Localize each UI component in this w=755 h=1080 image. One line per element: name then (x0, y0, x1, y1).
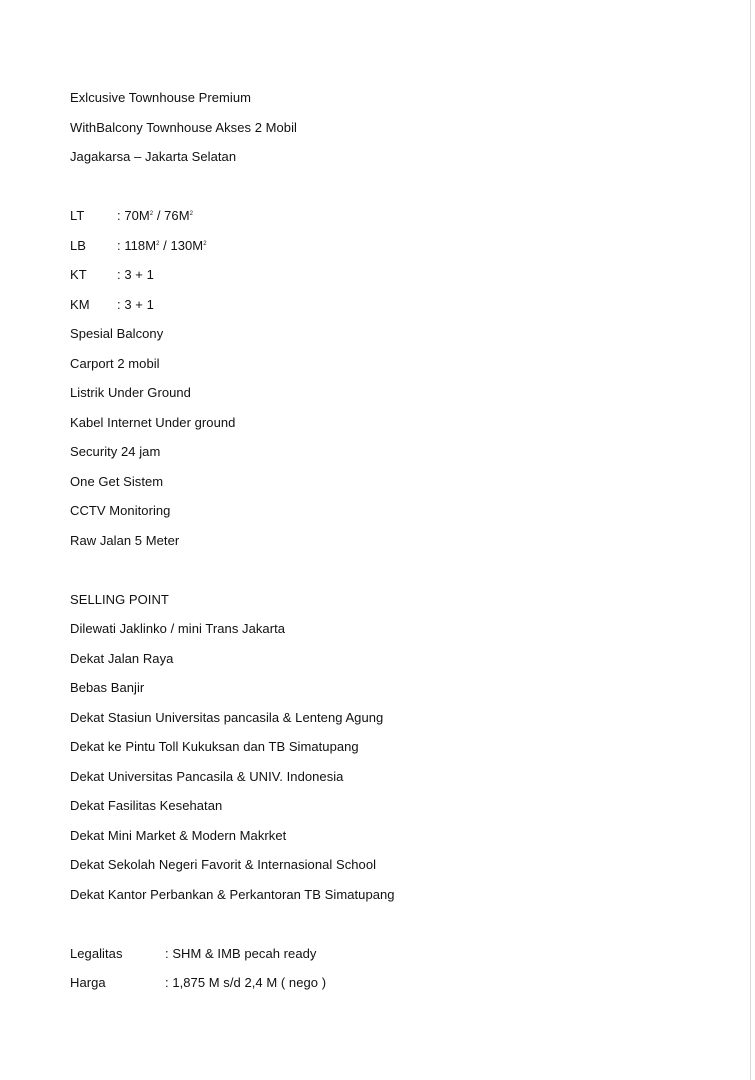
feature-item: One Get Sistem (70, 473, 164, 489)
spec-km (70, 295, 710, 325)
harga-row (70, 973, 710, 1003)
selling-point-item: Dekat ke Pintu Toll Kukuksan dan TB Simatupang (70, 739, 359, 754)
selling-point-item: Bebas Banjir (70, 680, 145, 695)
spec-kt-key: KT (70, 267, 87, 282)
spec-lb-sup-b: 2 (203, 240, 207, 247)
feature-item: CCTV Monitoring (70, 503, 171, 518)
listing-subtitle: WithBalcony Townhouse Akses 2 Mobil (70, 119, 297, 135)
spec-km-value: : 3 + 1 (117, 296, 154, 312)
spec-lt-value-a: : 70M (117, 208, 150, 223)
feature-item: Raw Jalan 5 Meter (70, 532, 180, 548)
spec-lb-sup-a: 2 (156, 240, 160, 247)
spec-lt-value-b: / 76M (153, 208, 190, 223)
spacer (70, 914, 710, 944)
selling-point-item: Dekat Fasilitas Kesehatan (70, 798, 223, 813)
selling-point-item: Dekat Stasiun Universitas pancasila & Lenteng Agung (70, 709, 384, 725)
spec-lb (70, 236, 710, 266)
feature-item: Spesial Balcony (70, 326, 164, 341)
feature-item: Listrik Under Ground (70, 385, 191, 400)
harga-key: Harga (70, 975, 106, 990)
selling-point-item: Dekat Jalan Raya (70, 650, 174, 666)
spec-lt (70, 206, 710, 236)
feature-item: Carport 2 mobil (70, 355, 160, 371)
feature-item: Kabel Internet Under ground (70, 414, 236, 430)
spec-km-key: KM (70, 296, 90, 312)
spec-kt-value: : 3 + 1 (117, 267, 154, 282)
legalitas-key: Legalitas (70, 945, 123, 961)
spacer (70, 560, 710, 590)
selling-point-item: Dekat Kantor Perbankan & Perkantoran TB Simatupang (70, 886, 395, 902)
spec-kt (70, 265, 710, 295)
selling-point-heading: SELLING POINT (70, 591, 169, 607)
spec-lt-sup-a: 2 (149, 211, 154, 217)
document-content (70, 88, 710, 1003)
harga-value: : 1,875 M s/d 2,4 M ( nego ) (165, 975, 327, 990)
spec-lb-value-b: / 130M (159, 237, 204, 253)
selling-point-item: Dilewati Jaklinko / mini Trans Jakarta (70, 621, 286, 636)
spacer (70, 177, 710, 207)
selling-point-item: Dekat Sekolah Negeri Favorit & Internasional School (70, 857, 377, 872)
selling-point-item: Dekat Mini Market & Modern Makrket (70, 827, 287, 843)
spec-lt-key: LT (70, 208, 85, 223)
legalitas-value: : SHM & IMB pecah ready (165, 945, 317, 961)
spec-lb-key: LB (70, 237, 87, 253)
selling-point-item: Dekat Universitas Pancasila & UNIV. Indonesia (70, 768, 344, 784)
feature-item: Security 24 jam (70, 444, 161, 459)
listing-location: Jagakarsa – Jakarta Selatan (70, 149, 237, 164)
spec-lt-sup-b: 2 (189, 211, 193, 217)
spec-lb-value-a: : 118M (117, 237, 157, 253)
listing-title: Exlcusive Townhouse Premium (70, 90, 252, 105)
legalitas-row (70, 944, 710, 974)
